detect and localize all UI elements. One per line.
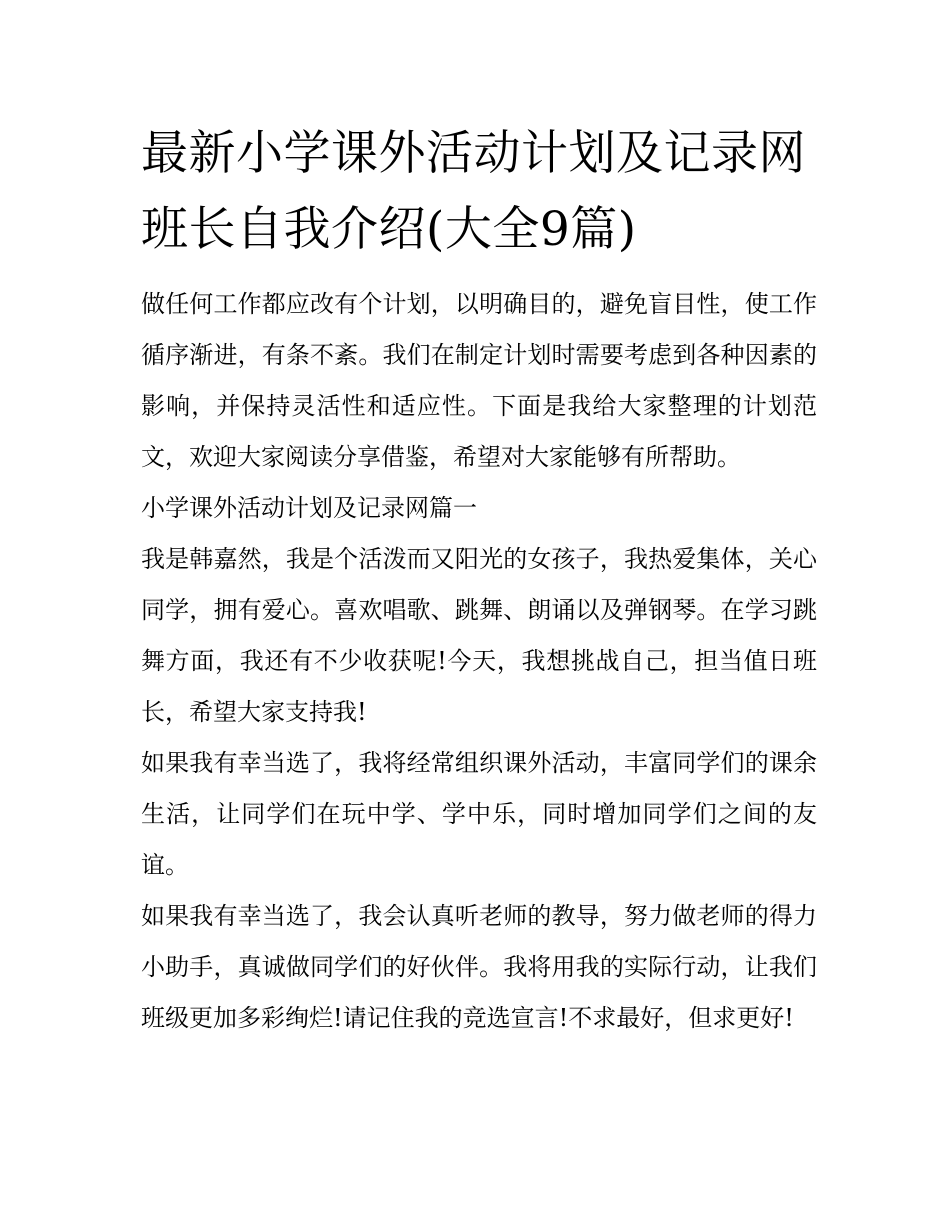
document-title: 最新小学课外活动计划及记录网 班长自我介绍(大全9篇) (141, 126, 806, 257)
section-heading: 小学课外活动计划及记录网篇一 (141, 494, 477, 522)
body-paragraph: 我是韩嘉然，我是个活泼而又阳光的女孩子，我热爱集体，关心同学，拥有爱心。喜欢唱歌、跳舞、朗诵以及弹钢琴。在学习跳舞方面，我还有不少收获呢!今天，我想挑战自己，担当值日班长，希望大家支持我! (141, 545, 817, 726)
document-body (141, 279, 817, 1044)
body-paragraph: 如果我有幸当选了，我会认真听老师的教导，努力做老师的得力小助手，真诚做同学们的好伙伴。我将用我的实际行动，让我们班级更加多彩绚烂!请记住我的竞选宣言!不求最好，但求更好! (141, 902, 817, 1032)
body-paragraph: 如果我有幸当选了，我将经常组织课外活动，丰富同学们的课余生活，让同学们在玩中学、学中乐，同时增加同学们之间的友谊。 (141, 749, 817, 879)
intro-paragraph: 做任何工作都应改有个计划，以明确目的，避免盲目性，使工作循序渐进，有条不紊。我们在制定计划时需要考虑到各种因素的影响，并保持灵活性和适应性。下面是我给大家整理的计划范文，欢迎大家阅读分享借鉴，希望对大家能够有所帮助。 (141, 290, 817, 471)
